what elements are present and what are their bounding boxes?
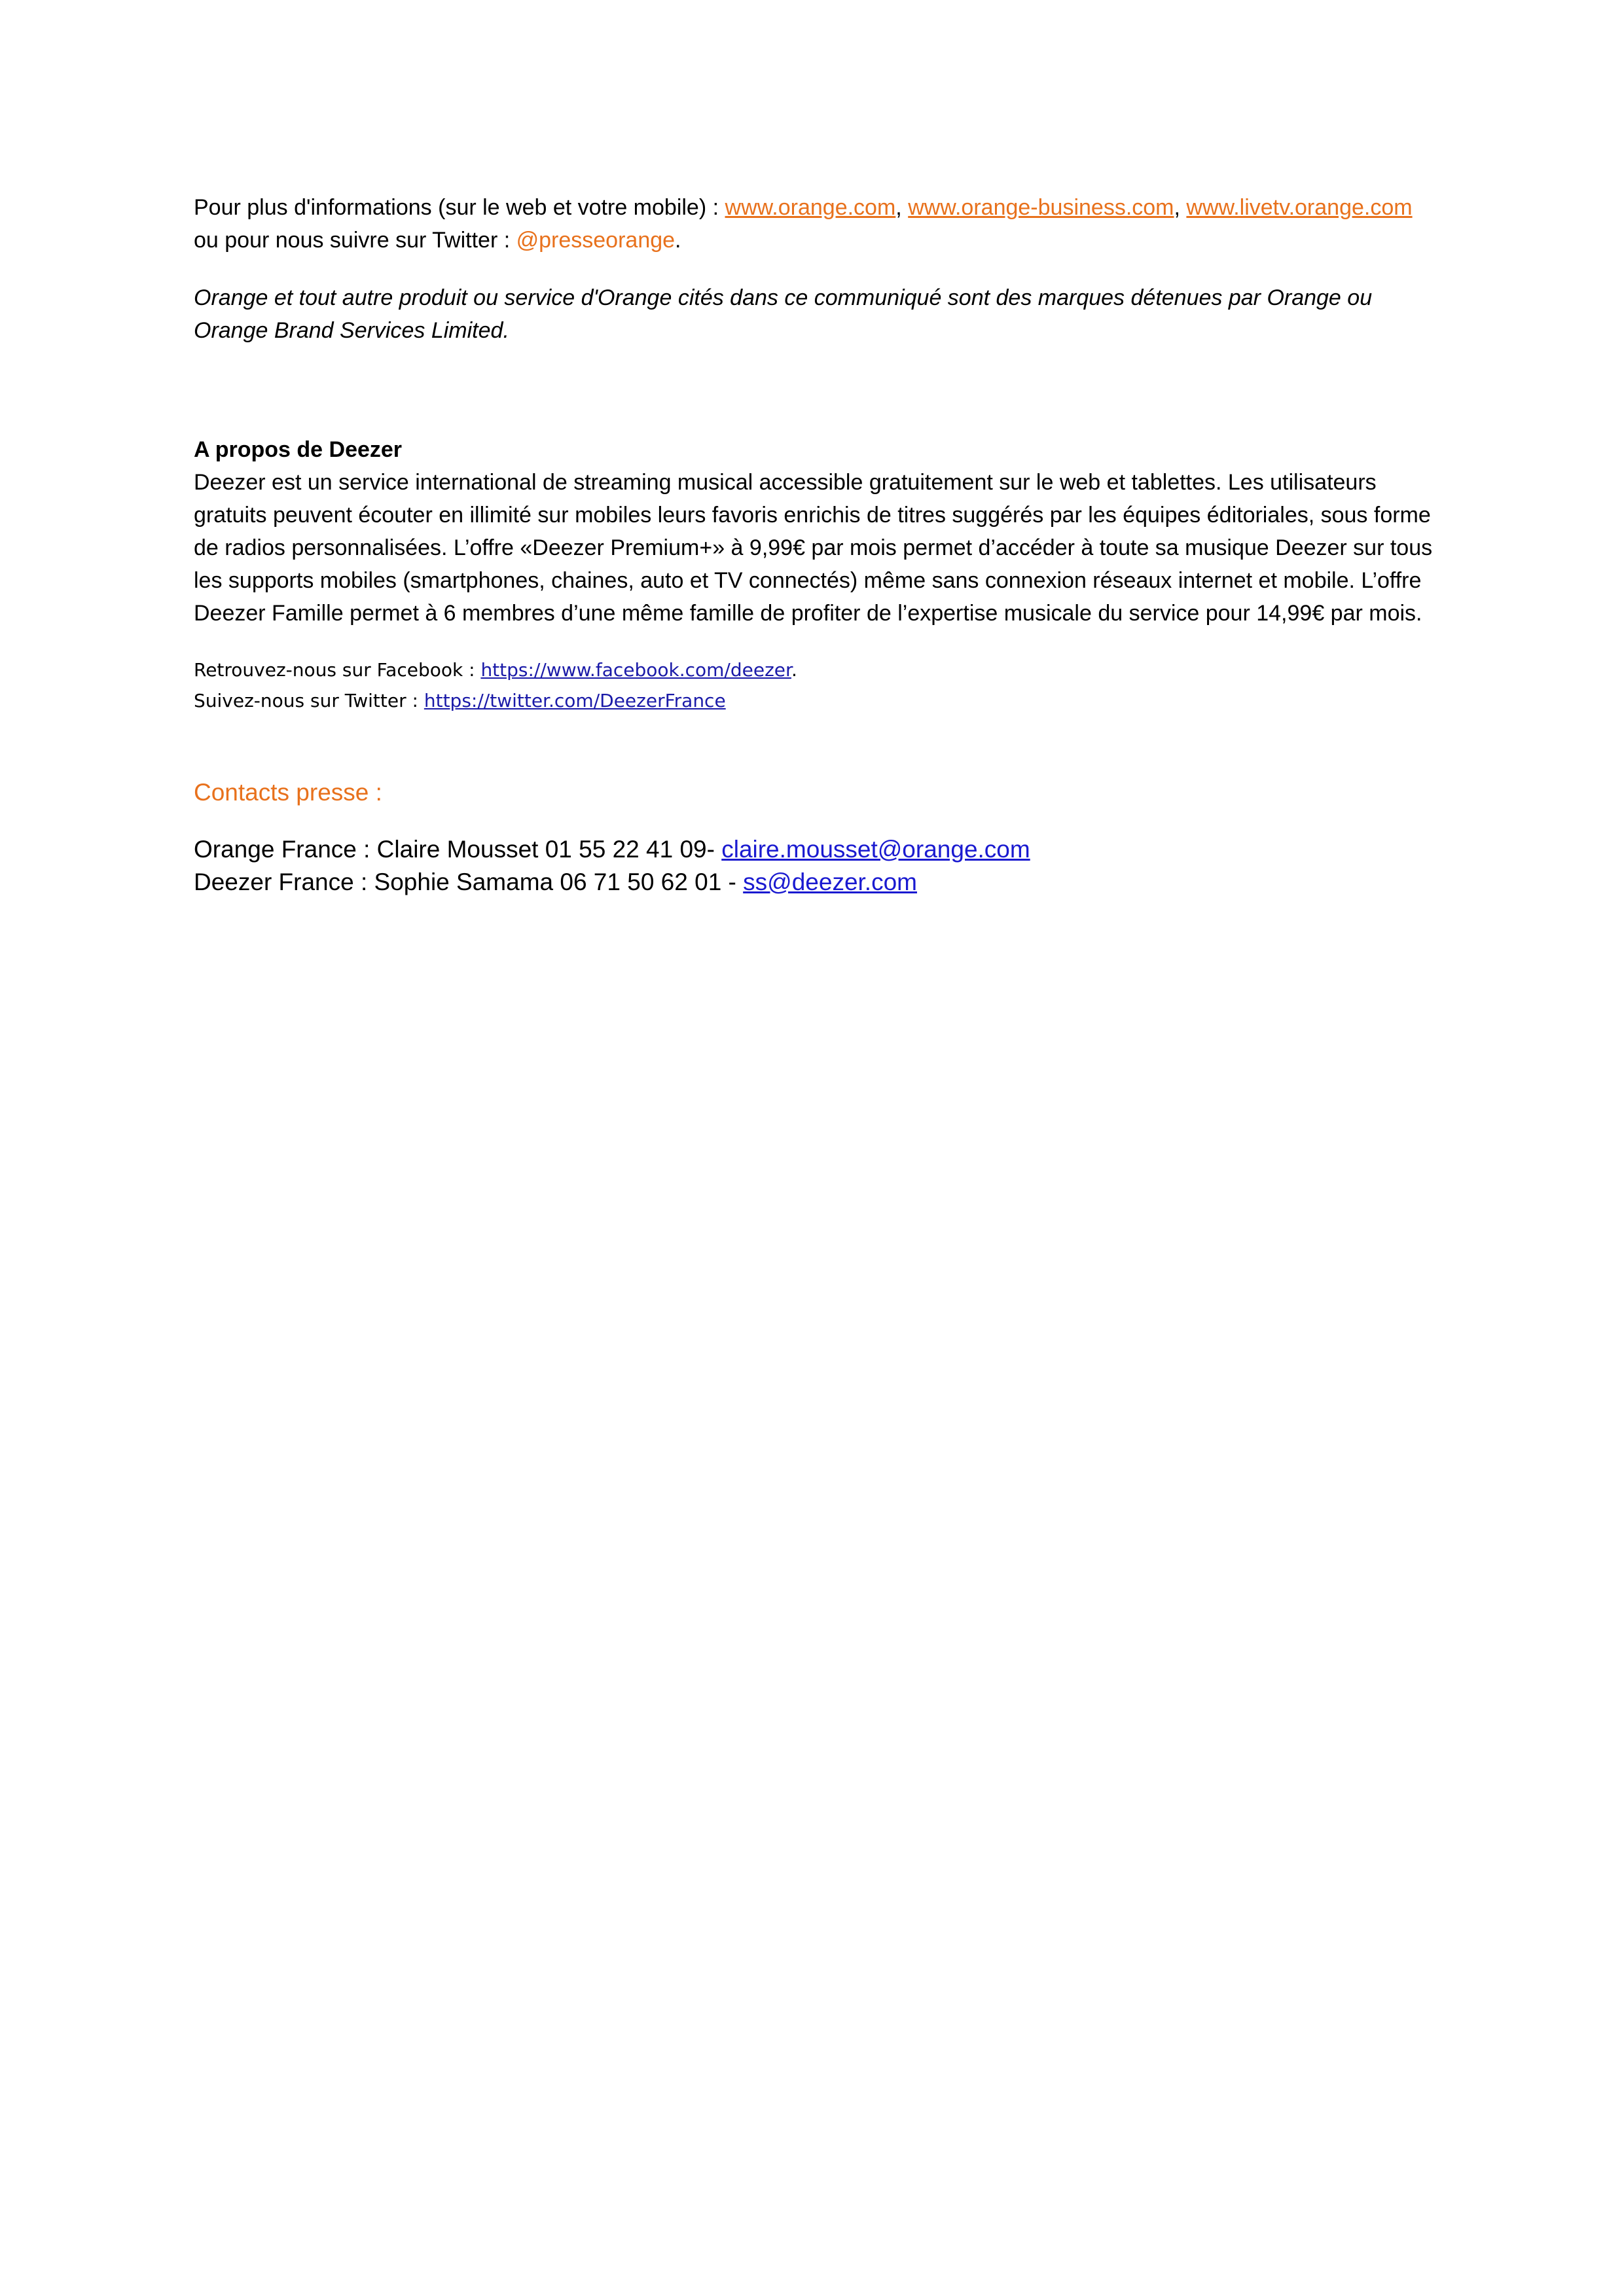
livetv-link[interactable]: www.livetv.orange.com: [1186, 195, 1413, 220]
orange-contact-email[interactable]: claire.mousset@orange.com: [721, 836, 1030, 863]
twitter-label: Suivez-nous sur Twitter :: [194, 690, 424, 711]
deezer-contact-text: Deezer France : Sophie Samama 06 71 50 62 01 -: [194, 869, 744, 895]
twitter-intro-end: .: [675, 228, 681, 253]
presseorange-handle[interactable]: @presseorange: [516, 228, 676, 253]
about-line: gratuits peuvent écouter en illimité sur mobiles leurs favoris enrichis de titres suggérés par les équipes éditoriales, sous forme: [194, 503, 1431, 528]
link-separator: ,: [1174, 195, 1187, 220]
orange-website-link[interactable]: www.orange.com: [725, 195, 896, 220]
facebook-end: .: [791, 659, 797, 681]
twitter-intro: ou pour nous suivre sur Twitter :: [194, 228, 516, 253]
orange-contact-text: Orange France : Claire Mousset 01 55 22 41 09-: [194, 836, 722, 863]
more-info-paragraph: [194, 191, 1437, 257]
about-line: les supports mobiles (smartphones, chaines, auto et TV connectés) même sans connexion réseaux internet et mobile. L’offre: [194, 568, 1422, 593]
about-line: Deezer est un service international de streaming musical accessible gratuitement sur le web et tablettes. Les utilisateurs: [194, 470, 1377, 495]
about-line: de radios personnalisées. L’offre «Deezer Premium+» à 9,99€ par mois permet d’accéder à toute sa musique Deezer sur tous: [194, 535, 1433, 560]
social-links: [194, 655, 1437, 716]
orange-business-link[interactable]: www.orange-business.com: [908, 195, 1174, 220]
trademark-line-1: Orange et tout autre produit ou service d'Orange cités dans ce communiqué sont des marques détenues par Orange ou: [194, 285, 1373, 310]
orange-contact-line: [194, 833, 1437, 866]
trademark-notice: [194, 281, 1437, 347]
press-contacts-title: Contacts presse :: [194, 779, 382, 806]
about-deezer-body: [194, 466, 1437, 630]
document-page: [194, 191, 1437, 899]
link-separator: ,: [895, 195, 909, 220]
twitter-link[interactable]: https://twitter.com/DeezerFrance: [424, 690, 726, 711]
more-info-intro: Pour plus d'informations (sur le web et votre mobile) :: [194, 195, 725, 220]
deezer-contact-line: [194, 866, 1437, 899]
facebook-label: Retrouvez-nous sur Facebook :: [194, 659, 481, 681]
about-line: Deezer Famille permet à 6 membres d’une même famille de profiter de l’expertise musicale du service pour 14,99€ par mois.: [194, 601, 1422, 626]
about-deezer-heading: A propos de Deezer: [194, 437, 403, 462]
facebook-link[interactable]: https://www.facebook.com/deezer: [480, 659, 791, 681]
deezer-contact-email[interactable]: ss@deezer.com: [743, 869, 917, 895]
trademark-line-2: Orange Brand Services Limited.: [194, 318, 509, 343]
